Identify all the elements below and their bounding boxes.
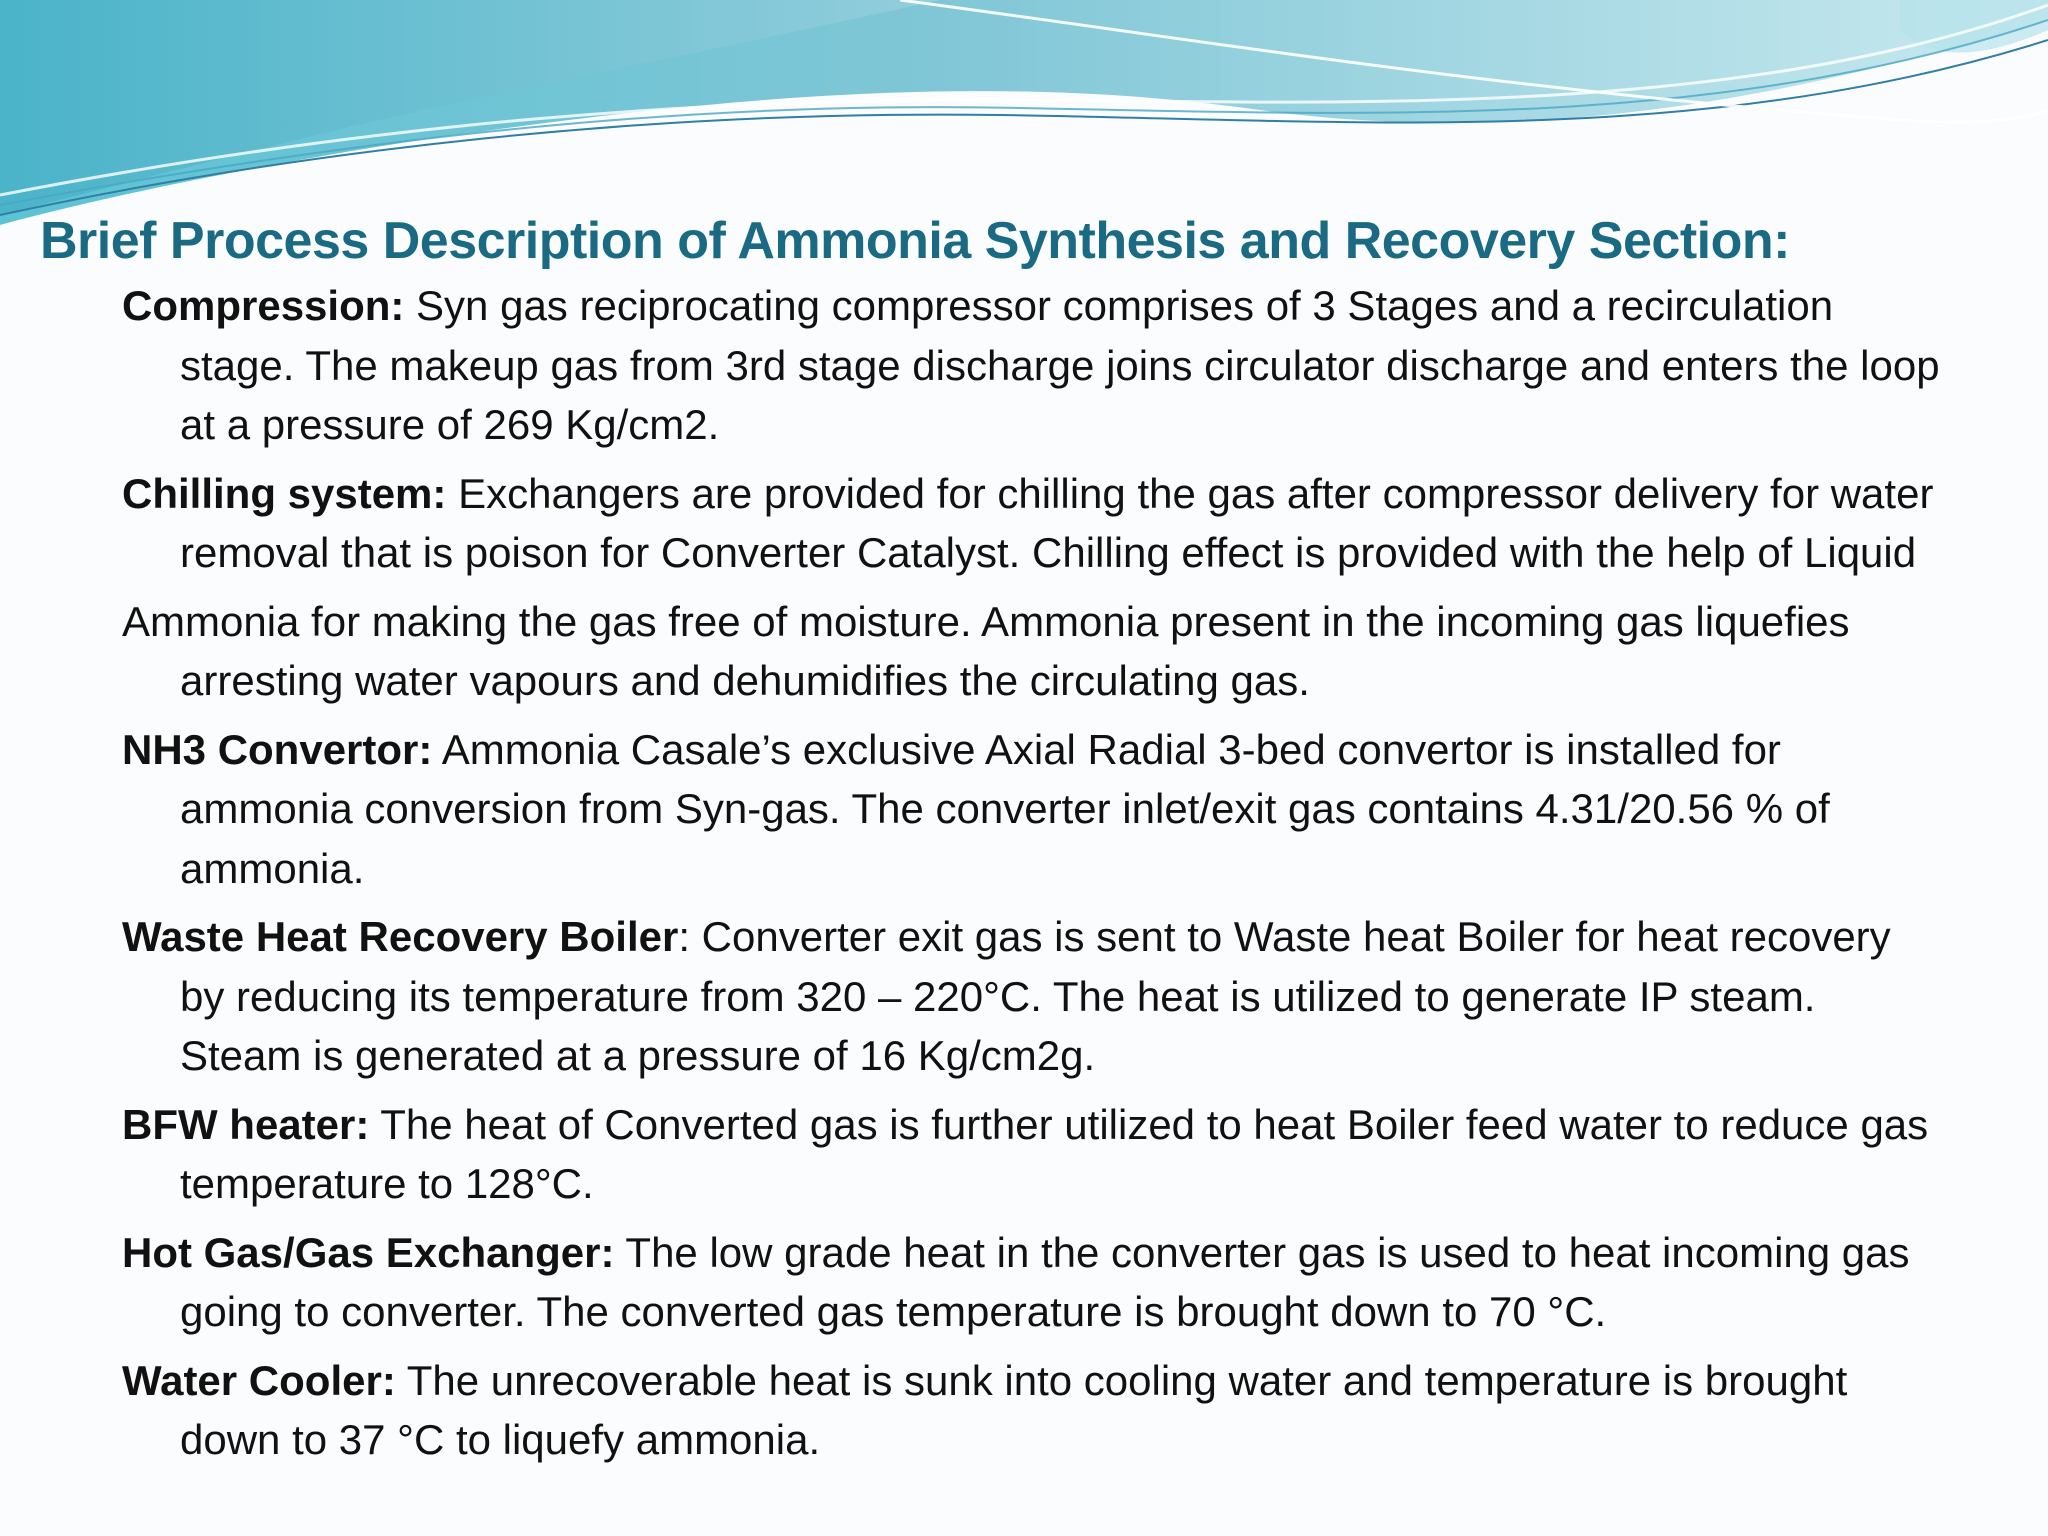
paragraph-ammonia-moisture (122, 592, 1942, 711)
paragraph-label: Compression: (122, 282, 405, 329)
paragraph-label: Waste Heat Recovery Boiler (122, 913, 679, 960)
paragraph-bfw-heater (122, 1095, 1942, 1214)
paragraph-text: The heat of Converted gas is further utilized to heat Boiler feed water to reduce gas temperature to 128°C. (180, 1100, 1929, 1207)
paragraph-label: NH3 Convertor: (122, 725, 433, 773)
paragraph-nh3-convertor (122, 720, 1942, 899)
paragraph-text: Syn gas reciprocating compressor comprises of 3 Stages and a recirculation stage. The makeup gas from 3rd stage discharge joins circulator discharge and enters the loop at a pressure of 269 Kg/cm2. (180, 282, 1940, 448)
paragraph-label: Chilling system: (122, 469, 447, 517)
paragraph-text: The low grade heat in the converter gas is used to heat incoming gas going to converter. The converted gas temperature is brought down to 70 °C. (180, 1228, 1910, 1335)
paragraph-text: : Converter exit gas is sent to Waste heat Boiler for heat recovery by reducing its temperature from 320 – 220°C. The heat is utilized to generate IP steam. Steam is generated at a pressure of 16 Kg/cm2g. (180, 913, 1891, 1079)
paragraph-label: BFW heater: (122, 1100, 370, 1148)
paragraph-text: Ammonia for making the gas free of moisture. Ammonia present in the incoming gas liquefies arresting water vapours and dehumidifies the circulating gas. (122, 597, 1850, 704)
slide-title: Brief Process Description of Ammonia Synthesis and Recovery Section: (40, 212, 1790, 270)
paragraph-chilling-system (122, 464, 1942, 583)
paragraph-water-cooler (122, 1351, 1942, 1470)
paragraph-hot-gas-exchanger (122, 1223, 1942, 1342)
paragraph-label: Hot Gas/Gas Exchanger: (122, 1228, 615, 1276)
paragraph-text: Ammonia Casale’s exclusive Axial Radial 3-bed convertor is installed for ammonia conversion from Syn-gas. The converter inlet/exit gas contains 4.31/20.56 % of ammonia. (180, 725, 1830, 892)
slide-body (122, 276, 1942, 1479)
paragraph-text: Exchangers are provided for chilling the gas after compressor delivery for water removal that is poison for Converter Catalyst. Chilling effect is provided with the help of Liquid (180, 469, 1934, 576)
header-wave-decoration (0, 0, 2048, 240)
paragraph-compression (122, 276, 1942, 455)
paragraph-text: The unrecoverable heat is sunk into cooling water and temperature is brought down to 37 °C to liquefy ammonia. (180, 1356, 1848, 1463)
paragraph-label: Water Cooler: (122, 1356, 396, 1404)
paragraph-waste-heat-boiler (122, 907, 1942, 1086)
